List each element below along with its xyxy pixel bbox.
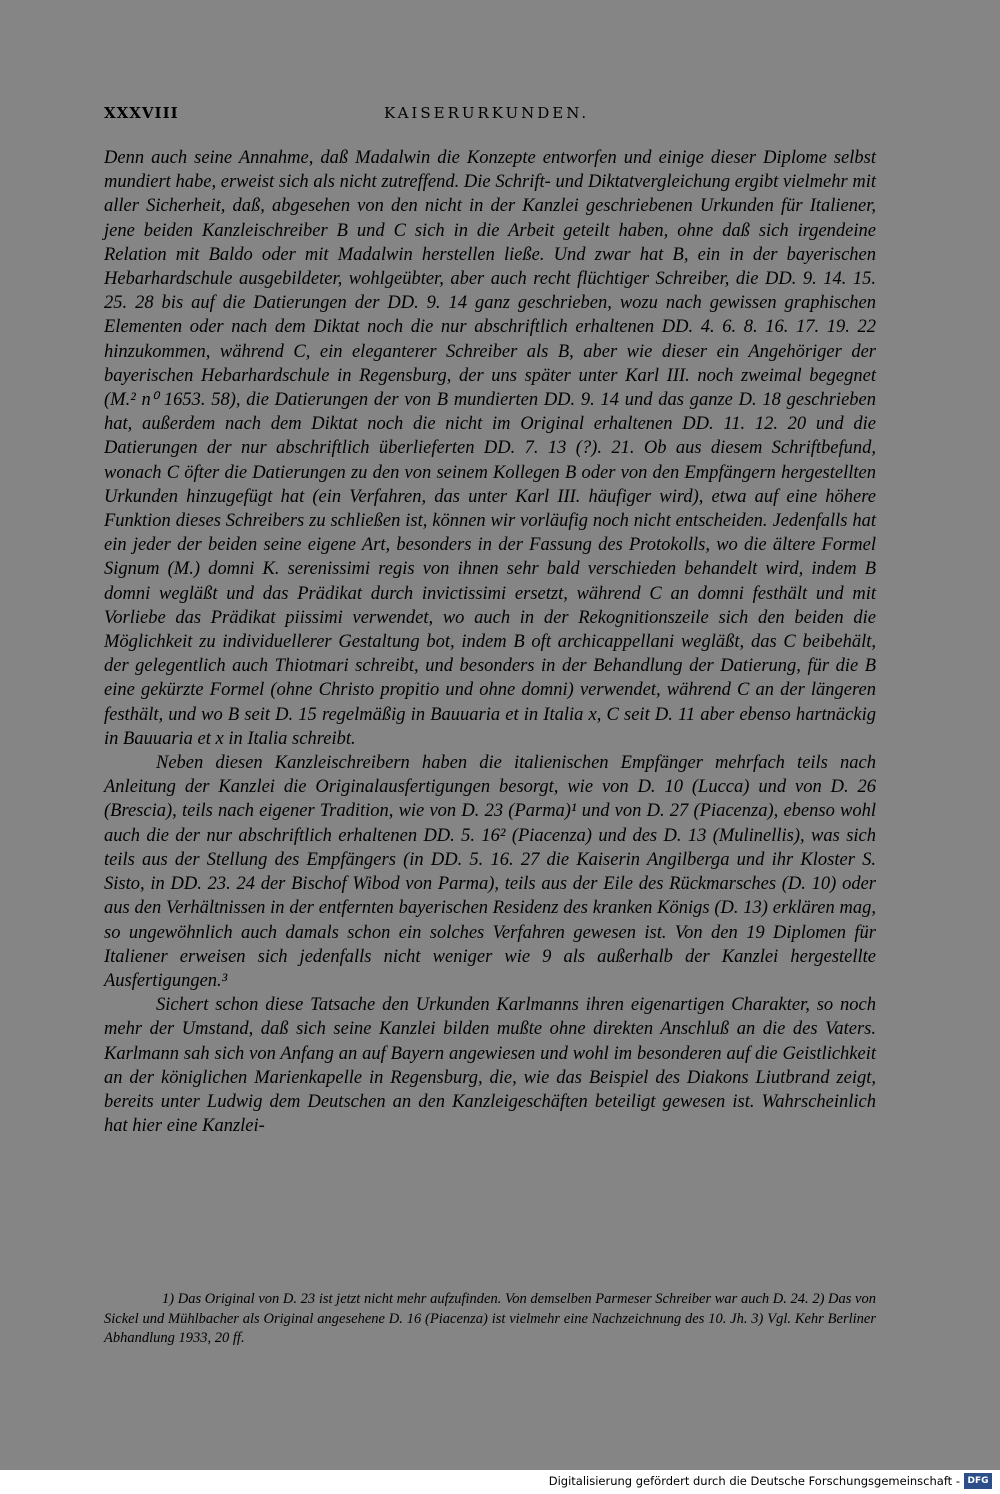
funding-credit: Digitalisierung gefördert durch die Deutsche Forschungsgemeinschaft - bbox=[548, 1474, 960, 1488]
body-text bbox=[104, 146, 876, 1138]
paragraph-2: Neben diesen Kanzleischreibern haben die italienischen Empfänger mehrfach teils nach Anleitung der Kanzlei die Originalausfertigungen besorgt, wie von D. 10 (Lucca) und von D. 26 (Brescia), teils nach eigener Tradition, wie von D. 23 (Parma)¹ und von D. 27 (Piacenza), ebenso wohl auch die der nur abschriftlich erhaltenen DD. 5. 16² (Piacenza) und des D. 13 (Mulinellis), was sich teils aus der Stellung des Empfängers (in DD. 5. 16. 27 die Kaiserin Angilberga und ihr Kloster S. Sisto, in DD. 23. 24 der Bischof Wibod von Parma), teils aus der Eile des Rückmarsches (D. 10) oder aus den Verhältnissen in der entfernten bayerischen Residenz des kranken Königs (D. 13) erklären mag, so ungewöhnlich auch damals schon ein solches Verfahren gewesen ist. Von den 19 Diplomen für Italiener erweisen sich jedenfalls nicht weniger wie 9 als außerhalb der Kanzlei hergestellte Ausfertigungen.³ bbox=[104, 753, 876, 991]
page-header bbox=[104, 104, 876, 126]
page-number: XXXVIII bbox=[104, 104, 179, 122]
paragraph-1: Denn auch seine Annahme, daß Madalwin die Konzepte entworfen und einige dieser Diplome selbst mundiert habe, erweist sich als nicht zutreffend. Die Schrift- und Diktatvergleichung ergibt vielmehr mit aller Sicherheit, daß, abgesehen von den nicht in der Kanzlei geschriebenen Urkunden für Italiener, jene beiden Kanzleischreiber B und C sich in die Arbeit geteilt haben, ohne daß sich irgendeine Relation mit Baldo oder mit Madalwin herstellen ließe. Und zwar hat B, ein in der bayerischen Hebarhardschule ausgebildeter, wohlgeübter, aber auch recht flüchtiger Schreiber, die DD. 9. 14. 15. 25. 28 bis auf die Datierungen der DD. 9. 14 ganz geschrieben, wozu nach gewissen graphischen Elementen oder nach dem Diktat noch die nur abschriftlich erhaltenen DD. 4. 6. 8. 16. 17. 19. 22 hinzukommen, während C, ein eleganterer Schreiber als B, aber wie dieser ein Angehöriger der bayerischen Hebarhardschule in Regensburg, der uns später unter Karl III. noch zweimal begegnet (M.² n⁰ 1653. 58), die Datierungen der von B mundierten DD. 9. 14 und das ganze D. 18 geschrieben hat, außerdem nach dem Diktat noch die nicht im Original erhaltenen DD. 11. 12. 20 und die Datierungen der nur abschriftlich überlieferten DD. 7. 13 (?). 21. Ob aus diesem Schriftbefund, wonach C öfter die Datierungen zu den von seinem Kollegen B oder von den Empfängern hergestellten Urkunden hinzugefügt hat (ein Verfahren, das unter Karl III. häufiger wird), etwa auf eine höhere Funktion dieses Schreibers zu schließen ist, können wir vorläufig noch nicht entscheiden. Jedenfalls hat ein jeder der beiden seine eigene Art, besonders in der Fassung des Protokolls, wo die ältere Formel Signum (M.) domni K. serenissimi regis von ihnen sehr bald verschieden behandelt wird, indem B domni wegläßt und das Prädikat durch invictissimi ersetzt, während C an domni festhält und mit Vorliebe das Prädikat piissimi verwendet, wo auch in der Rekognitionszeile sich den beiden die Möglichkeit zu individuellerer Gestaltung bot, indem B oft archicappellani wegläßt, das C beibehält, der gelegentlich auch Thiotmari schreibt, und besonders in der Behandlung der Datierung, für die B eine gekürzte Formel (ohne Christo propitio und ohne domni) verwendet, während C an der längeren festhält, und wo B seit D. 15 regelmäßig in Bauuaria et in Italia x, C seit D. 11 aber ebenso hartnäckig in Bauuaria et x in Italia schreibt. bbox=[104, 148, 876, 749]
viewer-footer-bar bbox=[0, 1470, 1000, 1494]
paragraph-3: Sichert schon diese Tatsache den Urkunden Karlmanns ihren eigenartigen Charakter, so noch mehr der Umstand, daß sich seine Kanzlei bilden mußte ohne direkten Anschluß an die des Vaters. Karlmann sah sich von Anfang an auf Bayern angewiesen und wohl im besonderen auf die Geistlichkeit an der königlichen Marienkapelle in Regensburg, die, wie das Beispiel des Diakons Liutbrand zeigt, bereits unter Ludwig dem Deutschen an den Kanzleigeschäften beteiligt gewesen ist. Wahrscheinlich hat hier eine Kanzlei- bbox=[104, 995, 876, 1137]
running-title: KAISERURKUNDEN. bbox=[384, 104, 590, 122]
footnotes bbox=[104, 1290, 876, 1349]
footnote-text: 1) Das Original von D. 23 ist jetzt nicht mehr aufzufinden. Von demselben Parmeser Schreiber war auch D. 24. 2) Das von Sickel und Mühlbacher als Original angesehene D. 16 (Piacenza) ist vielmehr eine Nachzeichnung des 10. Jh. 3) Vgl. Kehr Berliner Abhandlung 1933, 20 ff. bbox=[104, 1291, 876, 1346]
dfg-logo-icon[interactable]: DFG bbox=[964, 1473, 992, 1489]
